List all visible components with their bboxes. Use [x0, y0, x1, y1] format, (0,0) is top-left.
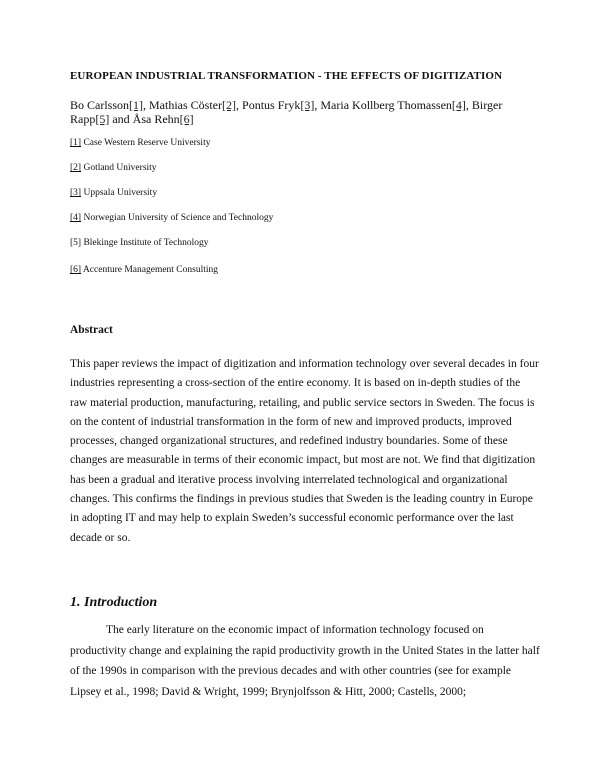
abstract-heading: Abstract [70, 324, 113, 336]
author-name: Birger Rapp [70, 98, 503, 126]
author-name: Maria Kollberg Thomassen [320, 98, 452, 112]
abstract-body: This paper reviews the impact of digitization and information technology over several decades in four industries representing a cross-section of the entire economy. It is based on in-depth studies of the raw material production, manufacturing, retailing, and public service sectors in Sweden. The focus is on the content of industrial transformation in the form of new and improved products, improved processes, changed organizational structures, and redefined industry boundaries. Some of these changes are measurable in terms of their economic impact, but most are not. We find that digitization has been a gradual and iterative process involving interrelated technological and organizational changes. This confirms the findings in previous studies that Sweden is the leading country in Europe in adopting IT and may help to explain Sweden’s successful economic performance over the last decade or so. [70, 358, 539, 544]
affiliation-text: Case Western Reserve University [83, 138, 211, 148]
paper-title: EUROPEAN INDUSTRIAL TRANSFORMATION - THE EFFECTS OF DIGITIZATION [70, 70, 503, 82]
author-footnote-link[interactable]: [6] [179, 112, 194, 126]
affiliation-text: Blekinge Institute of Technology [83, 238, 209, 248]
section-heading-introduction: 1. Introduction [70, 595, 158, 610]
author-name: Åsa Rehn [132, 112, 180, 126]
author-footnote-link[interactable]: [1] [129, 98, 144, 112]
affiliation-item [70, 213, 273, 223]
affiliation-text: Norwegian University of Science and Technology [83, 213, 274, 223]
author-footnote-link[interactable]: [4] [451, 98, 466, 112]
affiliation-number[interactable]: [6] [70, 265, 82, 275]
affiliation-item [70, 238, 208, 248]
affiliation-item [70, 163, 157, 173]
author-footnote-link[interactable]: [2] [222, 98, 237, 112]
author-separator: , [465, 98, 472, 112]
author-separator: , [236, 98, 243, 112]
author-footnote-link[interactable]: [5] [95, 112, 110, 126]
introduction-paragraph: The early literature on the economic impact of information technology focused on productivity change and explaining the rapid productivity growth in the United States in the latter half of the 1990s in comparison with the previous decades and with other countries (see for example Lipsey et al., 1998; David & Wright, 1999; Brynjolfsson & Hitt, 2000; Castells, 2000; [70, 624, 540, 698]
author-name: Pontus Fryk [242, 98, 301, 112]
affiliation-text: Uppsala University [83, 188, 158, 198]
affiliation-number[interactable]: [1] [70, 138, 82, 148]
author-list [70, 98, 540, 126]
affiliation-text: Gotland University [83, 163, 157, 173]
author-separator: and [109, 112, 133, 126]
author-name: Bo Carlsson [70, 98, 130, 112]
author-name: Mathias Cöster [149, 98, 223, 112]
affiliation-item [70, 188, 157, 198]
author-separator: , [143, 98, 150, 112]
affiliation-number: [5] [70, 238, 82, 248]
affiliation-text: Accenture Management Consulting [82, 265, 219, 275]
affiliation-item [70, 138, 210, 148]
affiliation-number[interactable]: [4] [70, 213, 82, 223]
affiliation-number[interactable]: [3] [70, 188, 82, 198]
author-separator: , [314, 98, 321, 112]
affiliation-item [70, 265, 218, 275]
affiliation-number[interactable]: [2] [70, 163, 82, 173]
author-footnote-link[interactable]: [3] [300, 98, 315, 112]
